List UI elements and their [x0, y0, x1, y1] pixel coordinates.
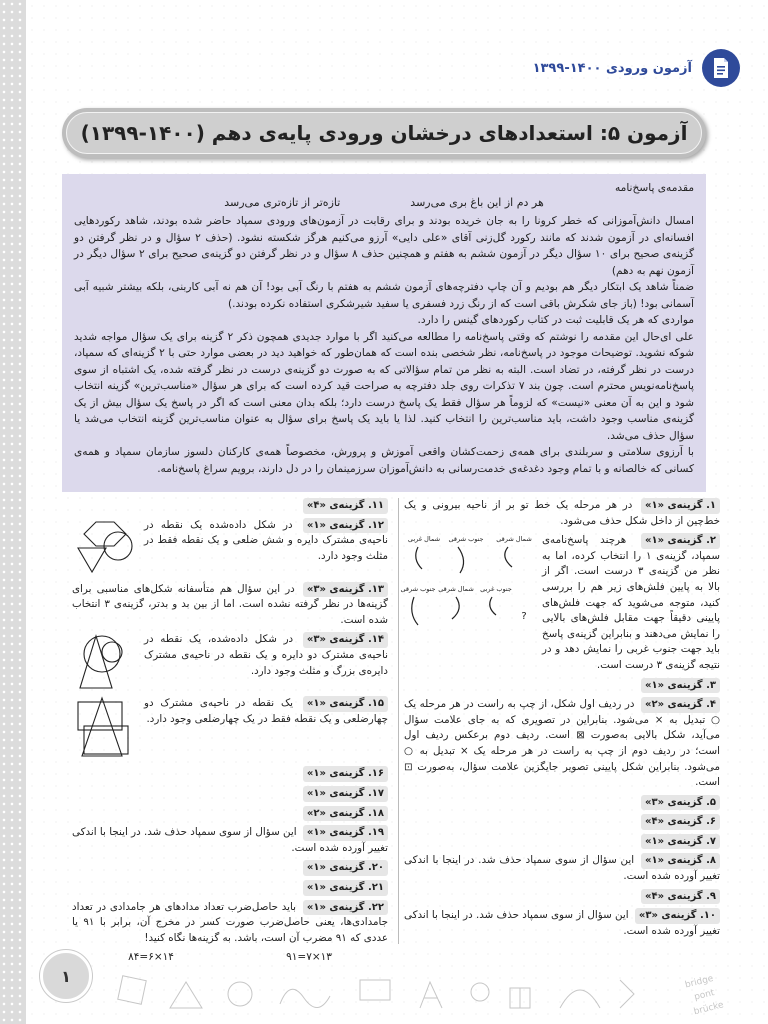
- header-title: آزمون ورودی ۱۴۰۰-۱۳۹۹: [532, 60, 692, 76]
- answer-item: [404, 889, 720, 905]
- answer-item: [404, 814, 720, 830]
- answer-item: [542, 533, 720, 673]
- answer-label: ۸. گزینه‌ی «۱»: [641, 853, 720, 869]
- curved-arrow: [490, 597, 496, 615]
- answer-item-with-figure: [72, 518, 388, 578]
- answer-label: ۲۲. گزینه‌ی «۱»: [303, 900, 388, 916]
- footer-doodles: [90, 958, 766, 1024]
- answer-label: ۳. گزینه‌ی «۱»: [641, 678, 720, 694]
- column-divider: [398, 498, 399, 944]
- intro-paragraph: امسال دانش‌آموزانی که خطر کرونا را به جان خریده بودند و برای رقابت در آزمون‌های ورودی سمپاد حاضر شده بودند، شاهد رکوردهایی افسانه‌ای در آزمون شدند که مانند رکورد گل‌زنی آقای «علی دایی» آرزو می‌کنیم هرگز شکسته نشود. (حذف ۲ سؤال و در نظر گرفتن دو گزینه‌ی صحیح برای ۱۰ سؤال دیگر در آزمون ششم به هفتم و همچنین حذف ۸ سؤال و در نظر گرفتن دو گزینه‌ی صحیح برای ۲ سؤال دیگر در آزمون نهم به دهم): [74, 215, 694, 277]
- answer-label: ۱۲. گزینه‌ی «۱»: [303, 518, 388, 534]
- answer-label: ۵. گزینه‌ی «۳»: [641, 795, 720, 811]
- answer-label: ۱۷. گزینه‌ی «۱»: [303, 786, 388, 802]
- answer-item: [72, 582, 388, 629]
- curved-arrow: [452, 597, 459, 619]
- curved-arrow: [505, 547, 512, 567]
- intro-paragraph: علی ای‌حال این مقدمه را نوشتم که وقتی پاسخ‌نامه را مطالعه می‌کنید اگر با موارد جدیدی همچون ذکر ۲ گزینه برای یک سؤال مواجه شدید شوکه نشوید. توضیحات موجود در پاسخ‌نامه، نظر شخصی بنده است که همان‌طور که خواهید دید در بعضی موارد حتی با ۲ گزینه‌ای که سمپاد، درست در نظر گرفته، در تضاد است. البته به نظر من تمام سؤالاتی که به صورت دو گزینه‌ی درست در نظر گرفته شده، یک اشتباه از سوی پاسخ‌نامه‌نویس محترم است. چون بند ۷ تذکرات روی جلد دفترچه به صراحت قید کرده است که برای هر سؤال «مناسب‌ترین» گزینه انتخاب شود و این به آن معنی «نیست» که لزوماً هر سؤال فقط یک پاسخ درست دارد؛ بلکه بدان معنی است که اگر در پاسخ یک سؤال بیش از یک گزینه‌ی مناسب وجود داشت، باید مناسب‌ترین را انتخاب کنید. لذا یا باید یک پاسخ برای سؤال به عنوان مناسب‌ترین گزینه انتخاب می‌شد یا سؤال حذف می‌شد.: [74, 330, 694, 442]
- answer-label: ۱. گزینه‌ی «۱»: [641, 498, 720, 514]
- document-icon: [712, 57, 730, 79]
- answer-label: ۲. گزینه‌ی «۱»: [641, 533, 720, 549]
- direction-label: جنوب شرقی: [448, 535, 484, 544]
- answer-label: ۱۹. گزینه‌ی «۱»: [303, 825, 388, 841]
- answer-item: [72, 900, 388, 947]
- answer-item-with-figure: [400, 533, 720, 673]
- direction-label: شمال شرقی: [438, 585, 474, 594]
- answer-label: ۱۳. گزینه‌ی «۳»: [303, 582, 388, 598]
- answer-text: در هر مرحله یک خط تو بر از ناحیه بیرونی و یک خط‌چین از داخل شکل حذف می‌شود.: [404, 499, 720, 527]
- answer-item: [404, 795, 720, 811]
- answer-label: ۹. گزینه‌ی «۴»: [641, 889, 720, 905]
- intro-box: [62, 174, 706, 492]
- header: [533, 48, 740, 88]
- direction-label: شمال شرقی: [496, 535, 532, 544]
- intro-paragraph: ضمناً شاهد یک ابتکار دیگر هم بودیم و آن چاپ دفترچه‌های آزمون ششم به هفتم با رنگ آبی بود! آن هم نه آبی کاربنی، بلکه بیشتر شبیه آبی آسمانی بود! (باز جای شکرش باقی است که از رنگ زرد فسفری یا سفید شیرشکری استفاده نکرده بودند.): [74, 281, 694, 310]
- intro-verse: [74, 195, 694, 212]
- answer-text: یک نقطه در ناحیه‌ی مشترک دو چهارضلعی و یک نقطه فقط در یک چهارضلعی وجود دارد.: [144, 697, 388, 725]
- answer-label: ۱۵. گزینه‌ی «۱»: [303, 696, 388, 712]
- answer-item: [144, 696, 388, 727]
- verse-left: تازه‌تر از تازه‌تری می‌رسد: [224, 195, 341, 209]
- equation: ۱۳×۷=۹۱: [286, 951, 332, 964]
- left-dotted-strip: [0, 0, 26, 1024]
- intro-heading: مقدمه‌ی پاسخ‌نامه: [614, 182, 694, 194]
- answer-label: ۱۸. گزینه‌ی «۲»: [303, 806, 388, 822]
- answers-column-left: [72, 498, 388, 966]
- answer-text: باید حاصل‌ضرب تعداد مدادهای هر جامدادی در تعداد جامدادی‌ها، یعنی حاصل‌ضرب صورت کسر در مخرج آن، برابر با ۹۱ یا عددی که ۹۱ مضرب آن است، باشد. به گزینه‌ها نگاه کنید!: [72, 900, 388, 944]
- answer-label: ۱۴. گزینه‌ی «۳»: [303, 632, 388, 648]
- answer-label: ۱۶. گزینه‌ی «۱»: [303, 766, 388, 782]
- curved-arrow: [412, 597, 418, 625]
- answer-label: ۶. گزینه‌ی «۴»: [641, 814, 720, 830]
- direction-label: جنوب شرقی: [400, 585, 436, 594]
- answer-label: ۱۱. گزینه‌ی «۴»: [303, 498, 388, 514]
- answer-item: [72, 766, 388, 782]
- answer-item: [404, 853, 720, 884]
- answer-item: [404, 697, 720, 791]
- intro-paragraph: مواردی که هر یک قابلیت ثبت در کتاب رکوردهای گینس را دارد.: [417, 314, 694, 326]
- footer-word: bridge: [684, 973, 715, 991]
- intro-paragraph: با آرزوی سلامتی و سربلندی برای همه‌ی زحمت‌کشان واقعی آموزش و پرورش، مخصوصاً همه‌ی کارکنان دلسوز سازمان سمپاد و همه‌ی کسانی که خالصانه و با تمام وجود دغدغه‌ی خدمت‌رسانی به دانش‌آموزان سرزمینمان را در دل دارند، برویم سراغ پاسخ‌نامه.: [74, 446, 694, 475]
- answer-item-with-figure: [72, 696, 388, 760]
- header-badge: [702, 49, 740, 87]
- answer-item: [72, 825, 388, 856]
- curved-arrow: [416, 547, 422, 569]
- footer-word: brücke: [692, 1000, 725, 1018]
- answer-item: [404, 834, 720, 850]
- answer-text: هرچند پاسخ‌نامه‌ی سمپاد، گزینه‌ی ۱ را انتخاب کرده، اما به نظر من گزینه‌ی ۳ درست است. اگر از بالا به پایین فلش‌های زیر هم را بررسی کنید، متوجه می‌شوید که جهت فلش‌های پایینی دقیقاً جهت مقابل فلش‌های بالایی را نمایش می‌دهند و بنابراین گزینه‌ی پاسخ باید جهت جنوب غربی را نمایش دهد و در نتیجه گزینه‌ی ۳ درست است.: [542, 534, 720, 671]
- answer-item: [404, 498, 720, 529]
- answer-label: ۲۱. گزینه‌ی «۱»: [303, 880, 388, 896]
- answer-item: [72, 880, 388, 896]
- direction-label: شمال غربی: [407, 535, 441, 544]
- hexagon-circle-triangle-figure: [72, 518, 138, 578]
- answer-item: [72, 806, 388, 822]
- page-title: آزمون ۵: استعدادهای درخشان ورودی پایه‌ی دهم (۱۴۰۰-۱۳۹۹): [66, 112, 702, 154]
- rectangles-triangle-figure: [72, 696, 138, 760]
- answer-mark: ?: [521, 611, 527, 623]
- answer-item: [72, 786, 388, 802]
- answer-item: [72, 498, 388, 514]
- answer-label: ۷. گزینه‌ی «۱»: [641, 834, 720, 850]
- equation: ۱۴×۶=۸۴: [128, 951, 174, 964]
- page-number: ۱: [40, 950, 92, 1002]
- footer-word: pont: [693, 988, 716, 1003]
- curved-arrow: [458, 547, 464, 573]
- answer-item: [144, 518, 388, 565]
- compass-arrows-figure: [400, 533, 536, 637]
- verse-right: هر دم از این باغ بری می‌رسد: [410, 195, 544, 209]
- answer-text: این سؤال از سوی سمپاد حذف شد. در اینجا با اندکی تغییر آورده شده است.: [72, 826, 388, 854]
- answer-text: این سؤال از سوی سمپاد حذف شد. در اینجا با اندکی تغییر آورده شده است.: [404, 854, 720, 883]
- answer-item: [72, 860, 388, 876]
- answer-item: [404, 678, 720, 694]
- answers-column-right: [400, 498, 720, 943]
- answer-item: [144, 632, 388, 679]
- answer-text: در ردیف اول شکل، از چپ به راست در هر مرحله یک ○ تبدیل به × می‌شود. بنابراین در تصویری که به جای علامت سؤال می‌آید، شکل بالایی به‌صورت ⊠ است. ردیف دوم برعکس ردیف اول است؛ در ردیف دوم از چپ به راست در هر مرحله یک × تبدیل به ○ می‌شود. بنابراین شکل پایینی تصویر جایگزین علامت سؤال، به‌صورت ⊡ است.: [404, 698, 720, 789]
- direction-label: جنوب غربی: [480, 585, 512, 594]
- answer-text: در شکل داده‌شده، یک نقطه در ناحیه‌ی مشترک دو دایره و یک نقطه در ناحیه‌ی مشترک دایره‌ی بزرگ و مثلث وجود دارد.: [144, 633, 388, 677]
- title-bar: [62, 108, 706, 158]
- answer-label: ۱۰. گزینه‌ی «۳»: [635, 908, 720, 924]
- two-circles-triangle-figure: [72, 632, 138, 692]
- answer-label: ۲۰. گزینه‌ی «۱»: [303, 860, 388, 876]
- answer-item: [404, 908, 720, 939]
- answer-text: در این سؤال هم متأسفانه شکل‌های مناسبی برای گزینه‌ها در نظر گرفته نشده است. اما از بین بد و بدتر، گزینه‌ی ۳ انتخاب شده است.: [72, 582, 388, 626]
- answer-text: این سؤال از سوی سمپاد حذف شد. در اینجا با اندکی تغییر آورده شده است.: [404, 909, 720, 937]
- answer-label: ۴. گزینه‌ی «۲»: [641, 697, 720, 713]
- answer-text: در شکل داده‌شده یک نقطه در ناحیه‌ی مشترک دایره و شش ضلعی و یک نقطه فقط در مثلث وجود دارد.: [144, 518, 388, 562]
- answer-item-with-figure: [72, 632, 388, 692]
